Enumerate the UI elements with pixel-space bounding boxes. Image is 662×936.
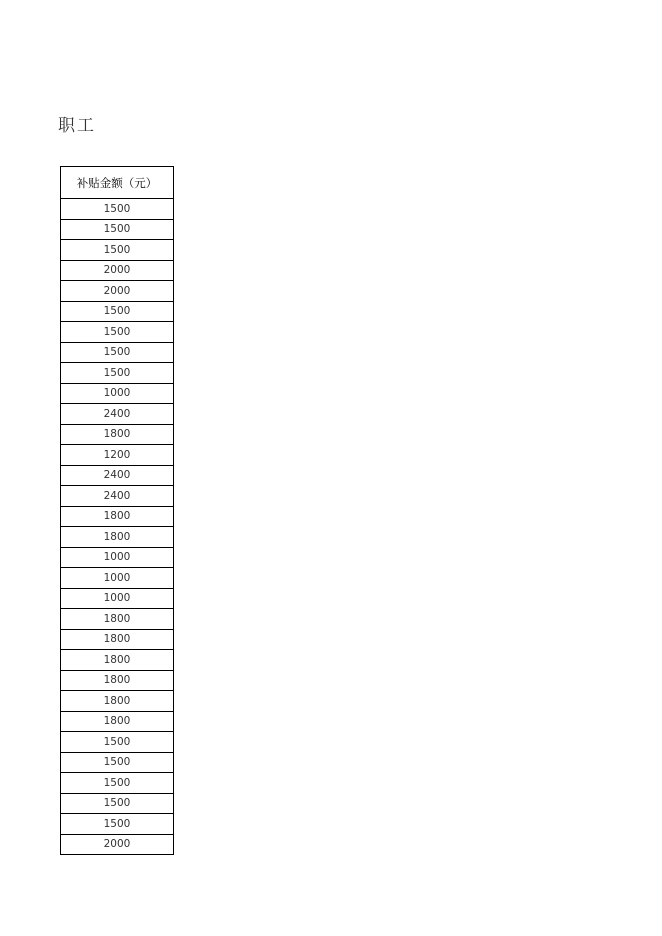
table-row xyxy=(61,650,174,671)
subsidy-amount-cell: 1000 xyxy=(61,383,174,404)
table-row xyxy=(61,814,174,835)
subsidy-amount-cell: 1500 xyxy=(61,363,174,384)
table-header-row xyxy=(61,167,174,199)
page-title: 职工 xyxy=(58,116,96,136)
table-row xyxy=(61,465,174,486)
table-row xyxy=(61,240,174,261)
table-row xyxy=(61,322,174,343)
subsidy-amount-cell: 1500 xyxy=(61,219,174,240)
table-row xyxy=(61,793,174,814)
table-row xyxy=(61,445,174,466)
table-body xyxy=(61,199,174,855)
table-row xyxy=(61,834,174,855)
table-row xyxy=(61,301,174,322)
table-row xyxy=(61,383,174,404)
table-row xyxy=(61,281,174,302)
column-header-subsidy-amount: 补贴金额（元） xyxy=(61,167,174,199)
subsidy-amount-cell: 1500 xyxy=(61,793,174,814)
table-row xyxy=(61,424,174,445)
subsidy-amount-cell: 1500 xyxy=(61,732,174,753)
subsidy-amount-cell: 2000 xyxy=(61,281,174,302)
table-row xyxy=(61,486,174,507)
subsidy-amount-cell: 2400 xyxy=(61,465,174,486)
table-row xyxy=(61,752,174,773)
subsidy-amount-cell: 1500 xyxy=(61,773,174,794)
table-row xyxy=(61,199,174,220)
subsidy-amount-cell: 1500 xyxy=(61,199,174,220)
subsidy-amount-cell: 2400 xyxy=(61,404,174,425)
table-row xyxy=(61,404,174,425)
subsidy-amount-cell: 1000 xyxy=(61,568,174,589)
table-row xyxy=(61,547,174,568)
subsidy-amount-cell: 1500 xyxy=(61,752,174,773)
subsidy-amount-cell: 2000 xyxy=(61,834,174,855)
subsidy-table xyxy=(60,166,174,855)
subsidy-amount-cell: 2000 xyxy=(61,260,174,281)
table-row xyxy=(61,711,174,732)
subsidy-amount-cell: 1800 xyxy=(61,424,174,445)
table-row xyxy=(61,670,174,691)
table-row xyxy=(61,588,174,609)
table-row xyxy=(61,342,174,363)
subsidy-amount-cell: 1500 xyxy=(61,240,174,261)
subsidy-amount-cell: 1500 xyxy=(61,322,174,343)
table-row xyxy=(61,609,174,630)
subsidy-amount-cell: 1500 xyxy=(61,301,174,322)
subsidy-amount-cell: 1500 xyxy=(61,342,174,363)
subsidy-amount-cell: 1800 xyxy=(61,711,174,732)
subsidy-amount-cell: 1800 xyxy=(61,506,174,527)
subsidy-amount-cell: 1800 xyxy=(61,650,174,671)
subsidy-amount-cell: 1800 xyxy=(61,527,174,548)
table-row xyxy=(61,260,174,281)
subsidy-amount-cell: 1500 xyxy=(61,814,174,835)
table-row xyxy=(61,219,174,240)
subsidy-amount-cell: 1000 xyxy=(61,547,174,568)
table-row xyxy=(61,363,174,384)
subsidy-amount-cell: 1800 xyxy=(61,691,174,712)
table-row xyxy=(61,691,174,712)
subsidy-amount-cell: 1800 xyxy=(61,629,174,650)
table-row xyxy=(61,732,174,753)
table-row xyxy=(61,527,174,548)
subsidy-amount-cell: 1800 xyxy=(61,609,174,630)
table-row xyxy=(61,506,174,527)
subsidy-amount-cell: 1000 xyxy=(61,588,174,609)
table-row xyxy=(61,629,174,650)
subsidy-amount-cell: 1800 xyxy=(61,670,174,691)
table-row xyxy=(61,568,174,589)
table-row xyxy=(61,773,174,794)
subsidy-amount-cell: 1200 xyxy=(61,445,174,466)
subsidy-amount-cell: 2400 xyxy=(61,486,174,507)
